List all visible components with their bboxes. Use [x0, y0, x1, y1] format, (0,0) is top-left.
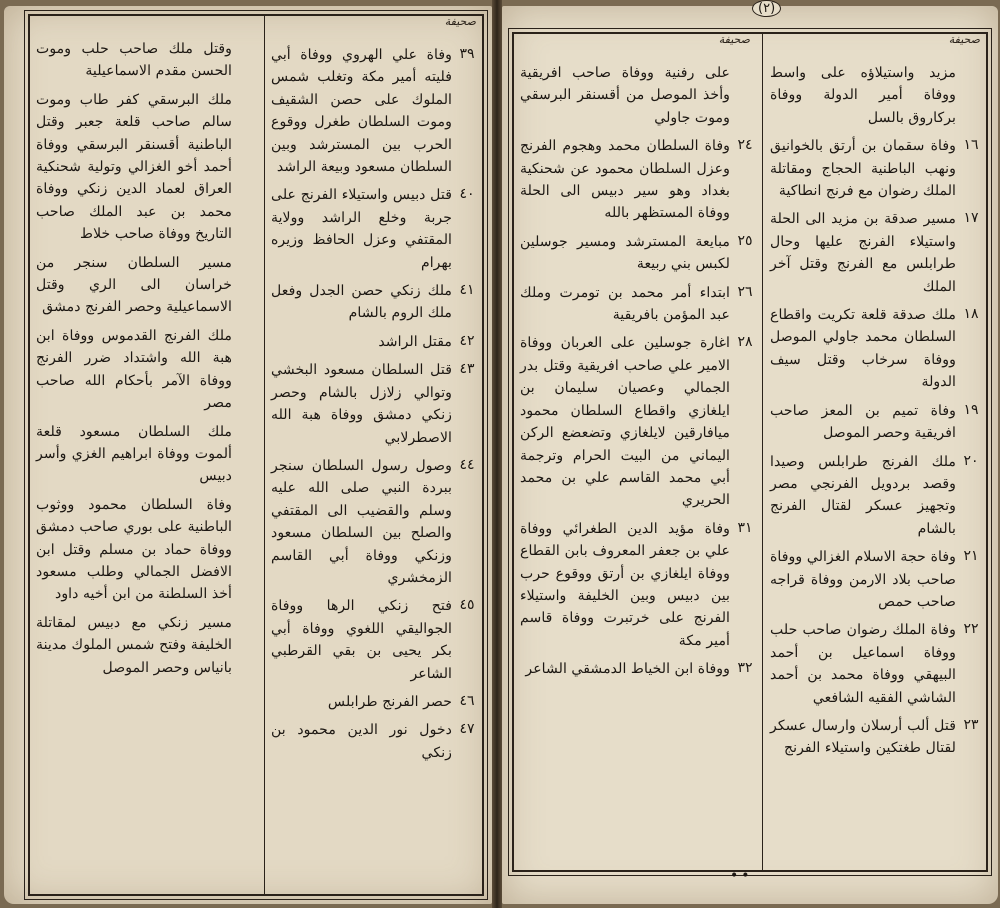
entry-text: وفاة مؤيد الدين الطغرائي ووفاة علي بن جعفر المعروف بابن القطاع ووفاة ايلغازي بن أرتق ووقوع حرب بين دبيس وبين الخليفة واستيلاء الفرنج على خرتبرت ووفاة قاسم أمير مكة — [520, 520, 730, 649]
entry-page-number: ٣١ — [737, 519, 753, 536]
entry-text: قتل ألب أرسلان وارسال عسكر لقتال طغتكين واستيلاء الفرنج — [770, 717, 956, 757]
index-entry — [764, 135, 986, 202]
index-entry — [265, 184, 482, 274]
left-page-frame — [28, 14, 484, 896]
entry-text: ملك البرسقي كفر طاب وموت سالم صاحب قلعة جعبر وقتل الباطنية أقسنقر البرسقي ووفاة أحمد أخو الغزالي وتولية شحنكية العراق لعماد الدين زنكي ووفاة محمد بن عبد الملك صاحب التاريخ ووفاة صاحب خلاط — [36, 91, 232, 243]
entry-text: اغارة جوسلين على العربان ووفاة الامير علي صاحب افريقية وقتل بدر الجمالي وعصيان سليمان بن ايلغازي واقطاع السلطان محمود ميافارقين لايلغازي وتضعضع الركن اليماني من البيت الحرام وترجمة أبي محمد القاسم علي بن محمد الحريري — [520, 335, 730, 509]
entry-text: ووفاة ابن الخياط الدمشقي الشاعر — [525, 661, 730, 678]
entry-page-number: ٣٢ — [737, 660, 753, 677]
index-entry — [30, 612, 262, 679]
column-divider — [264, 16, 265, 894]
entry-page-number: ٢٤ — [737, 137, 753, 154]
index-entry — [265, 359, 482, 449]
entry-text: وقتل ملك صاحب حلب وموت الحسن مقدم الاسماعيلية — [36, 41, 232, 80]
entry-page-number: ٤٠ — [459, 186, 475, 203]
index-entry — [764, 400, 986, 445]
entry-text: وفاة علي الهروي ووفاة أبي فليته أمير مكة وتغلب شمس الملوك على حصن الشقيف وموت السلطان طغرل ووقوع الحرب بين المسترشد وبين السلطان مسعود وبيعة الراشد — [271, 47, 452, 176]
entry-text: مسير السلطان سنجر من خراسان الى الري وقتل الاسماعيلية وحصر الفرنج دمشق — [36, 254, 232, 316]
entry-page-number: ٢٨ — [737, 334, 753, 351]
index-entry — [265, 331, 482, 353]
left-outer-column — [265, 16, 482, 894]
index-entry — [514, 135, 760, 225]
column-divider-right — [762, 34, 763, 870]
right-inner-column — [514, 34, 760, 870]
entry-text: وفاة السلطان محمد وهجوم الفرنج وعزل السلطان محمود عن شحنكية بغداد وهو سير دبيس الى الحلة ووفاة المستظهر بالله — [520, 138, 730, 222]
entry-page-number: ٤١ — [459, 282, 475, 299]
footer-dots: •• — [730, 868, 753, 884]
index-entry — [30, 325, 262, 415]
entry-text: مبايعة المسترشد ومسير جوسلين لكبس بني ربيعة — [520, 233, 730, 273]
index-entry — [514, 62, 760, 129]
right-outer-column — [764, 34, 986, 870]
index-entry — [764, 451, 986, 541]
index-entry — [265, 719, 482, 764]
entry-text: قتل السلطان مسعود البخشي وتوالي زلازل بالشام وحصر زنكي دمشق ووفاة هبة الله الاصطرلابي — [271, 362, 452, 446]
left-outer-entries — [265, 44, 482, 770]
book-gutter — [492, 0, 502, 908]
entry-page-number: ١٨ — [963, 306, 979, 323]
entry-page-number: ٤٥ — [459, 597, 475, 614]
column-header-inner: صحيفة — [718, 33, 750, 46]
index-entry — [514, 282, 760, 327]
entry-text: ملك زنكي حصن الجدل وفعل ملك الروم بالشام — [271, 283, 452, 322]
entry-text: وفاة الملك رضوان صاحب حلب ووفاة اسماعيل بن أحمد البيهقي ووفاة محمد بن أحمد الشاشي الفقيه الشافعي — [770, 622, 956, 706]
entry-text: ابتداء أمر محمد بن تومرت وملك عبد المؤمن بافريقية — [520, 284, 730, 324]
entry-page-number: ٢٦ — [737, 283, 753, 300]
index-entry — [30, 38, 262, 83]
entry-text: مقتل الراشد — [378, 333, 452, 350]
index-entry — [764, 715, 986, 760]
index-entry — [514, 658, 760, 680]
index-entry — [514, 332, 760, 511]
entry-text: فتح زنكي الرها ووفاة الجواليقي اللغوي ووفاة أبي بكر يحيى بن بقي القرطبي الشاعر — [271, 598, 452, 682]
left-inner-entries — [30, 38, 262, 685]
page-number: (٢) — [752, 0, 781, 17]
entry-text: ملك صدقة قلعة تكريت واقطاع السلطان محمد جاولي الموصل ووفاة سرخاب وقتل سيف الدولة — [770, 307, 956, 391]
right-page-frame — [512, 32, 988, 872]
entry-text: مسير زنكي مع دبيس لمقاتلة الخليفة وفتح شمس الملوك مدينة بانياس وحصر الموصل — [36, 614, 232, 676]
index-entry — [265, 595, 482, 685]
entry-page-number: ٢٠ — [963, 452, 979, 469]
entry-page-number: ١٧ — [963, 210, 979, 227]
index-entry — [30, 421, 262, 488]
index-entry — [30, 252, 262, 319]
entry-page-number: ٤٧ — [459, 721, 475, 738]
entry-text: على رفنية ووفاة صاحب افريقية وأخذ الموصل من أقسنقر البرسقي وموت جاولي — [520, 65, 730, 126]
entry-page-number: ٢٣ — [963, 716, 979, 733]
entry-page-number: ٢٢ — [963, 621, 979, 638]
right-outer-entries — [764, 62, 986, 766]
entry-page-number: ٢١ — [963, 548, 979, 565]
column-header-outer: صحيفة — [948, 33, 980, 46]
entry-text: حصر الفرنج طرابلس — [327, 693, 452, 710]
entry-text: دخول نور الدين محمود بن زنكي — [271, 722, 452, 761]
right-page — [502, 1, 998, 904]
entry-text: ملك الفرنج طرابلس وصيدا وقصد بردويل الفرنجي مصر وتجهيز عسكر لقتال الفرنج بالشام — [770, 453, 956, 537]
column-header: صحيفة — [444, 15, 476, 28]
right-inner-entries — [514, 62, 760, 687]
entry-page-number: ١٦ — [963, 137, 979, 154]
entry-page-number: ٣٩ — [459, 46, 475, 62]
index-entry — [265, 280, 482, 325]
entry-text: وفاة حجة الاسلام الغزالي ووفاة صاحب بلاد الارمن ووفاة قراجه صاحب حمص — [770, 549, 956, 610]
index-entry — [265, 455, 482, 589]
entry-text: وفاة السلطان محمود ووثوب الباطنية على بوري صاحب دمشق ووفاة حماد بن مسلم وقتل ابن الافضل الجمالي وطلب مسعود أخذ السلطنة من ابن أخيه داود — [36, 496, 232, 603]
entry-text: وفاة سقمان بن أرتق بالخوانيق ونهب الباطنية الحجاج ومقاتلة الملك رضوان مع فرنج انطاكية — [770, 138, 956, 200]
index-entry — [764, 619, 986, 709]
index-entry — [764, 208, 986, 298]
entry-text: ملك السلطان مسعود قلعة ألموت ووفاة ابراهيم الغزي وأسر دبيس — [36, 423, 232, 485]
left-page — [4, 6, 492, 904]
index-entry — [514, 518, 760, 652]
entry-page-number: ٤٦ — [459, 692, 475, 709]
entry-page-number: ٤٤ — [459, 456, 475, 473]
index-entry — [30, 89, 262, 246]
left-inner-column — [30, 16, 262, 894]
entry-text: وفاة تميم بن المعز صاحب افريقية وحصر الموصل — [770, 402, 956, 442]
entry-page-number: ٤٣ — [459, 361, 475, 378]
entry-page-number: ٤٢ — [459, 332, 475, 349]
index-entry — [764, 546, 986, 613]
entry-text: قتل دبيس واستيلاء الفرنج على جربة وخلع الراشد وولاية المقتفي وعزل الحافظ وزيره بهرام — [271, 187, 452, 271]
entry-text: ملك الفرنج القدموس ووفاة ابن هبة الله واشتداد ضرر الفرنج ووفاة الآمر بأحكام الله صاحب مصر — [36, 327, 232, 412]
entry-text: مزيد واستيلاؤه على واسط ووفاة أمير الدولة ووفاة بركاروق بالسل — [770, 65, 956, 126]
entry-page-number: ٢٥ — [737, 232, 753, 249]
index-entry — [265, 44, 482, 178]
index-entry — [265, 691, 482, 713]
index-entry — [764, 304, 986, 394]
entry-text: وصول رسول السلطان سنجر ببردة النبي صلى الله عليه وسلم والقضيب الى المقتفي والصلح بين السلطان مسعود وزنكي ووفاة أبي القاسم الزمخشري — [271, 457, 452, 586]
entry-text: مسير صدقة بن مزيد الى الحلة واستيلاء الفرنج عليها وحال طرابلس مع الفرنج وقتل آخر الملك — [770, 211, 956, 295]
index-entry — [764, 62, 986, 129]
index-entry — [30, 494, 262, 606]
entry-page-number: ١٩ — [963, 401, 979, 418]
index-entry — [514, 231, 760, 276]
